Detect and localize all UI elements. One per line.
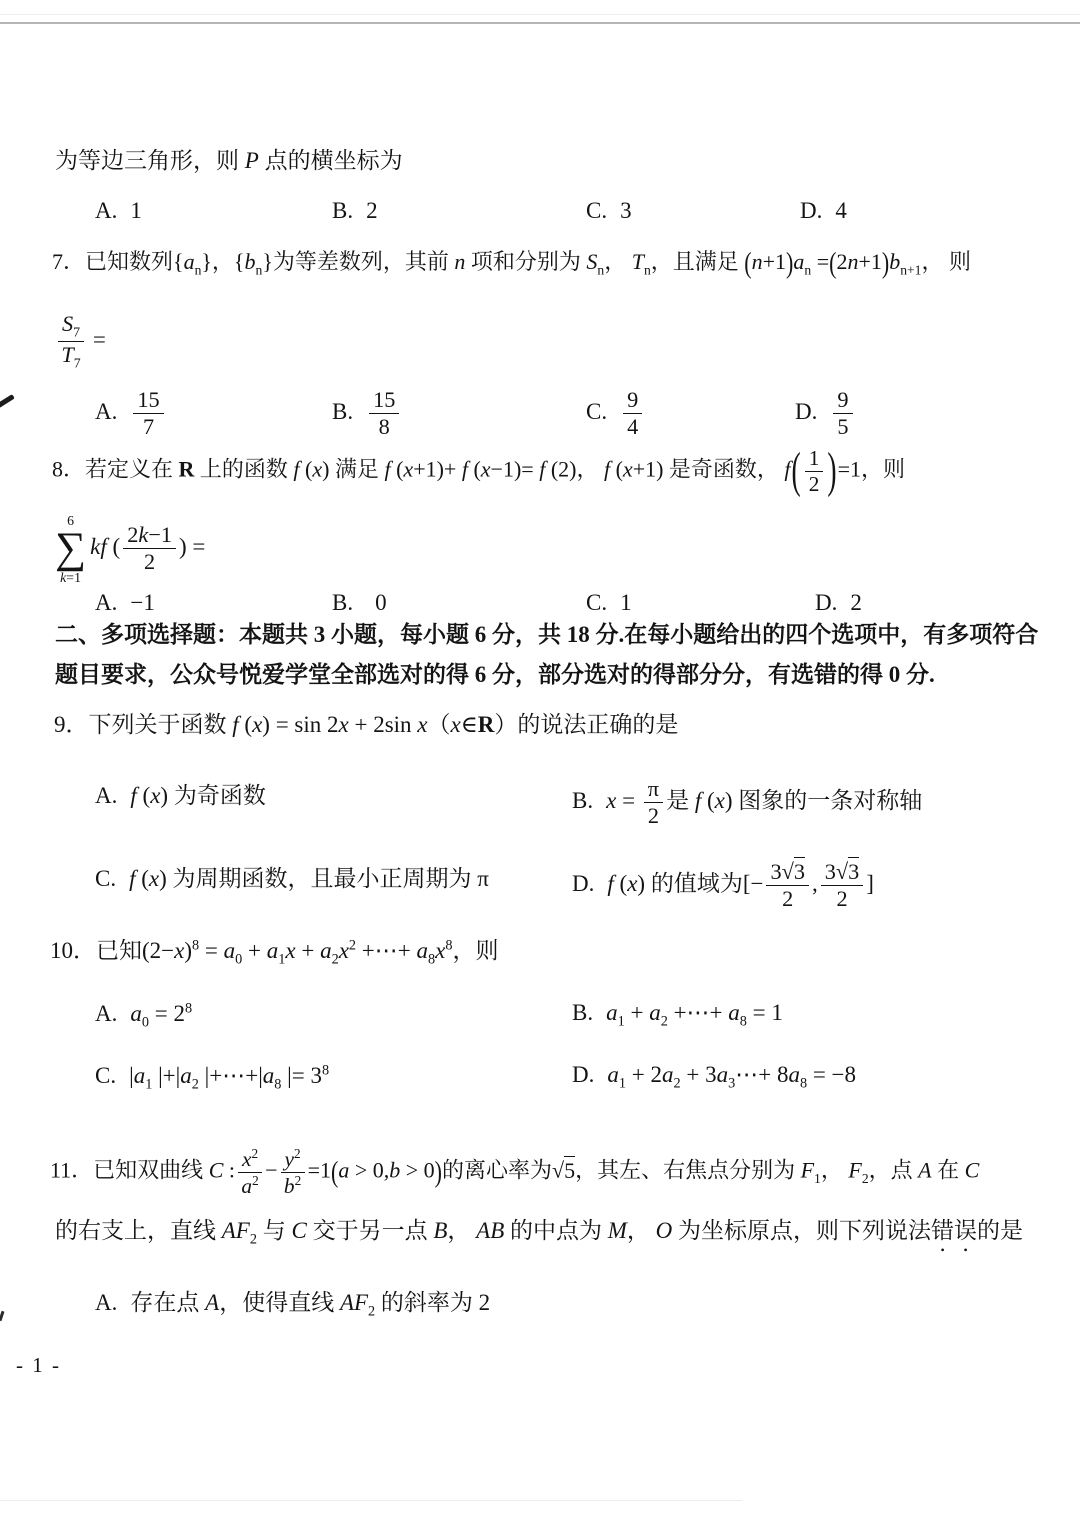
question-10-option-b: B. $a_1 + a_2$ +⋯+ $a_8 = 1$	[572, 1000, 783, 1030]
left-margin-ink-mark-2	[0, 1311, 4, 1321]
top-rule	[0, 22, 1080, 24]
section-2-header-line-2: 题目要求，公众号悦爱学堂全部选对的得 6 分，部分选对的得部分分，有选错的得 0 分.	[55, 662, 935, 687]
question-6-option-a: A. 1	[95, 198, 142, 223]
question-10-option-c: C. $|a_1$ $|+|a_2$ $|+\cdots+|a_8$ |= $3^8$	[95, 1062, 330, 1093]
question-8-option-a: A. −1	[95, 590, 155, 615]
question-7-ratio: $\frac{S_7}{T_7}$ =	[55, 312, 106, 372]
question-7-stem: 7．已知数列$\{a_n\}$，$\{b_n\}$为等差数列，其前 n 项和分别为 $S_n$， $T_n$，且满足 $(n+1)a_n =(2n+1)b_{n+1}$， 则	[52, 245, 972, 280]
question-6-option-d: D. 4	[800, 198, 847, 223]
question-10-option-d: D. $a_1 + 2a_2$ + $3a_3\cdots+ 8a_8 = -8$	[572, 1062, 857, 1092]
question-9-option-b: B. x = $\frac{\pi}{2}$ 是 f (x) 图象的一条对称轴	[572, 776, 923, 829]
question-8-stem: 8．若定义在 R 上的函数 f (x) 满足 f (x+1)+ f (x−1)= f (2)， f (x+1) 是奇函数， f( $\frac{1}{2}$ )=1，则	[52, 440, 905, 497]
top-faint-rule	[0, 14, 1080, 15]
question-8-sum: 6 ∑ k=1 kf ( $\frac{2k-1}{2}$ ) =	[55, 513, 206, 585]
page-number: - 1 -	[16, 1353, 61, 1377]
question-9-option-a: A. f (x) 为奇函数	[95, 783, 266, 808]
question-11-option-a: A. 存在点 A，使得直线 $AF_2$ 的斜率为 2	[95, 1290, 491, 1320]
question-10-option-a: A. $a_0 = 2^8$	[95, 1000, 193, 1031]
question-11-stem-line-2: 的右支上，直线 $AF_2$ 与 C 交于另一点 B， AB 的中点为 M， O 为坐标原点，则下列说法错误的是	[55, 1218, 1024, 1248]
question-8-option-d: D. 2	[815, 590, 862, 615]
question-9-option-c: C. f (x) 为周期函数，且最小正周期为 π	[95, 866, 489, 891]
question-9-option-d: D. f (x) 的值域为[− $\frac{3√3}{2}$ , $\frac{3√3}{2}$ ]	[572, 859, 874, 912]
question-7-option-d: D. $\frac{9}{5}$	[795, 388, 856, 439]
question-8-option-c: C. 1	[586, 590, 632, 615]
question-6-option-b: B. 2	[332, 198, 378, 223]
section-2-header-line-1: 二、多项选择题：本题共 3 小题，每小题 6 分，共 18 分.在每小题给出的四个选项中，有多项符合	[55, 622, 1039, 647]
question-9-stem: 9．下列关于函数 f (x) = sin 2x + 2sin x（x∈R）的说法正确的是	[54, 712, 679, 737]
question-7-option-a: A. $\frac{15}{7}$	[95, 388, 167, 439]
question-6-tail: 为等边三角形，则 P 点的横坐标为	[55, 148, 403, 173]
bottom-rule	[0, 1500, 742, 1501]
question-11-stem-line-1: 11．已知双曲线 C : $\frac{x^2}{a^2}$ − $\frac{y^2}{b^2}$ =1(a > 0,b > 0)的离心率为√5，其左、右焦点分别为 $F_1$， $F_2$，点 A 在 C	[50, 1146, 980, 1199]
question-7-option-b: B. $\frac{15}{8}$	[332, 388, 402, 439]
left-margin-ink-mark	[0, 394, 15, 409]
question-10-stem: 10．已知$(2-x)^8 = a_0 + a_1x + a_2x^2$ +⋯+ $a_8x^8$，则	[50, 937, 499, 968]
question-8-option-b: B. 0	[332, 590, 387, 615]
question-7-option-c: C. $\frac{9}{4}$	[586, 388, 645, 439]
question-6-option-c: C. 3	[586, 198, 632, 223]
